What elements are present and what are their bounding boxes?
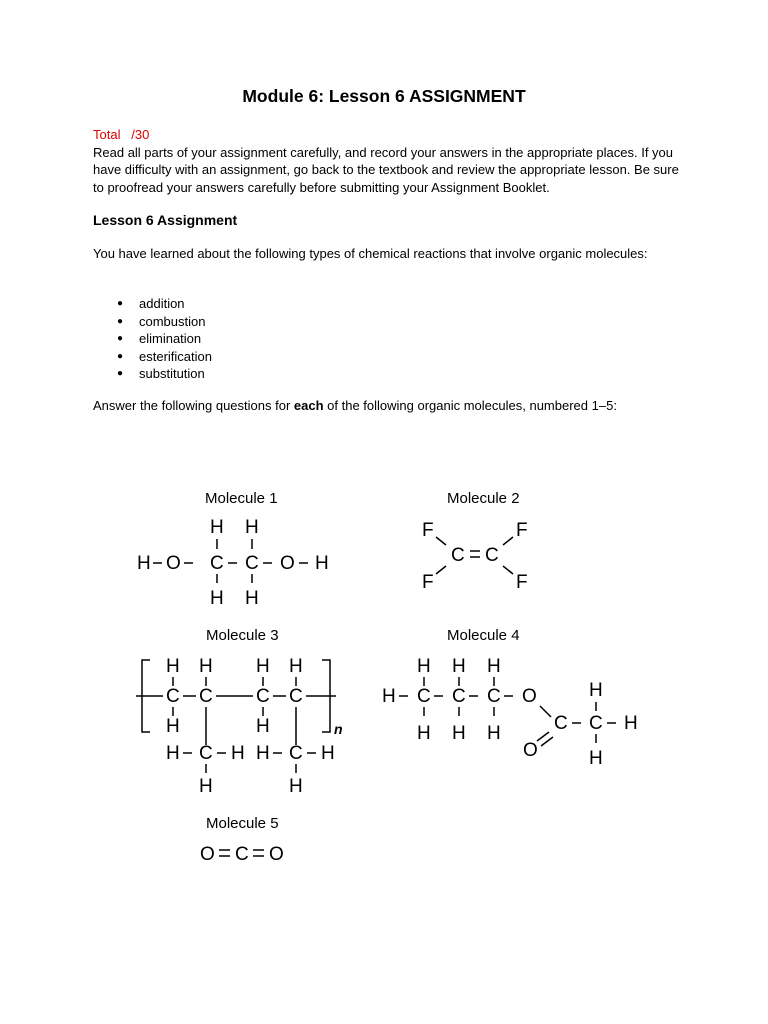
svg-text:H: H — [256, 743, 270, 764]
svg-text:H: H — [417, 656, 431, 677]
molecule-5-label: Molecule 5 — [206, 815, 279, 832]
svg-text:H: H — [166, 743, 180, 764]
bullet-icon: ● — [117, 315, 124, 327]
svg-text:H: H — [589, 680, 603, 701]
svg-text:O: O — [522, 686, 537, 707]
intro-paragraph: Read all parts of your assignment carefully, and record your answers in the appropriate places. If you have difficulty with an assignment, go back to the textbook and review the appropriate lesson. Be sure to proofread your answers carefully before submitting your Assignment Booklet. — [93, 145, 679, 195]
svg-text:C: C — [166, 686, 180, 707]
svg-text:H: H — [210, 517, 224, 538]
svg-text:C: C — [487, 686, 501, 707]
svg-text:C: C — [554, 713, 568, 734]
list-item: ● addition — [117, 296, 185, 311]
bullet-icon: ● — [117, 350, 124, 362]
instructions: Answer the following questions for each of the following organic molecules, numbered 1–5: — [93, 398, 617, 413]
page-title: Module 6: Lesson 6 ASSIGNMENT — [242, 86, 526, 106]
svg-text:H: H — [487, 723, 501, 744]
svg-text:H: H — [382, 686, 396, 707]
bullet-icon: ● — [117, 298, 124, 309]
reaction-type-list — [93, 295, 212, 383]
svg-text:C: C — [199, 743, 213, 764]
total-score-label: Total /30 — [93, 127, 150, 142]
svg-text:C: C — [289, 743, 303, 764]
molecule-2-label: Molecule 2 — [447, 490, 520, 507]
svg-text:C: C — [485, 545, 499, 566]
svg-text:C: C — [589, 713, 603, 734]
svg-text:H: H — [289, 776, 303, 797]
molecule-5-structure — [200, 844, 284, 865]
svg-text:C: C — [245, 553, 259, 574]
svg-text:O: O — [523, 740, 538, 761]
svg-text:C: C — [417, 686, 431, 707]
svg-text:C: C — [199, 686, 213, 707]
svg-text:F: F — [422, 572, 434, 593]
svg-text:H: H — [166, 716, 180, 737]
svg-text:O: O — [280, 553, 295, 574]
svg-text:C: C — [452, 686, 466, 707]
molecule-1-structure — [137, 517, 329, 609]
molecule-2-structure — [422, 520, 528, 593]
molecule-3-structure — [136, 656, 343, 797]
svg-text:H: H — [137, 553, 151, 574]
molecule-1-label: Molecule 1 — [205, 490, 278, 507]
svg-text:C: C — [235, 844, 249, 865]
learned-paragraph: You have learned about the following types of chemical reactions that involve organic molecules: — [93, 246, 648, 261]
svg-text:H: H — [452, 723, 466, 744]
molecule-3-label: Molecule 3 — [206, 627, 279, 644]
svg-text:C: C — [256, 686, 270, 707]
bullet-icon: ● — [117, 333, 124, 345]
svg-text:F: F — [516, 572, 528, 593]
svg-text:F: F — [422, 520, 434, 541]
svg-text:H: H — [624, 713, 638, 734]
svg-text:O: O — [200, 844, 215, 865]
svg-text:C: C — [210, 553, 224, 574]
polymer-subscript: n — [334, 721, 343, 737]
svg-text:H: H — [289, 656, 303, 677]
bullet-icon: ● — [117, 368, 124, 380]
svg-text:H: H — [256, 656, 270, 677]
molecules-figure — [100, 470, 680, 870]
molecules-diagram — [100, 470, 680, 870]
svg-text:H: H — [256, 716, 270, 737]
list-item: ● substitution — [117, 366, 205, 382]
molecule-4-structure — [382, 656, 638, 769]
svg-text:H: H — [199, 656, 213, 677]
svg-text:H: H — [417, 723, 431, 744]
svg-text:H: H — [452, 656, 466, 677]
svg-text:F: F — [516, 520, 528, 541]
svg-text:O: O — [166, 553, 181, 574]
svg-text:C: C — [451, 545, 465, 566]
svg-text:H: H — [199, 776, 213, 797]
section-heading: Lesson 6 Assignment — [93, 212, 238, 228]
molecule-4-label: Molecule 4 — [447, 627, 520, 644]
list-item: ● combustion — [117, 313, 206, 329]
svg-text:H: H — [487, 656, 501, 677]
svg-text:H: H — [245, 517, 259, 538]
list-item: ● esterification — [117, 348, 212, 364]
svg-text:H: H — [321, 743, 335, 764]
svg-text:H: H — [245, 588, 259, 609]
svg-text:H: H — [210, 588, 224, 609]
list-item: ● elimination — [117, 331, 202, 347]
svg-text:O: O — [269, 844, 284, 865]
svg-text:H: H — [315, 553, 329, 574]
svg-text:H: H — [166, 656, 180, 677]
svg-text:C: C — [289, 686, 303, 707]
svg-text:H: H — [231, 743, 245, 764]
svg-text:H: H — [589, 748, 603, 769]
